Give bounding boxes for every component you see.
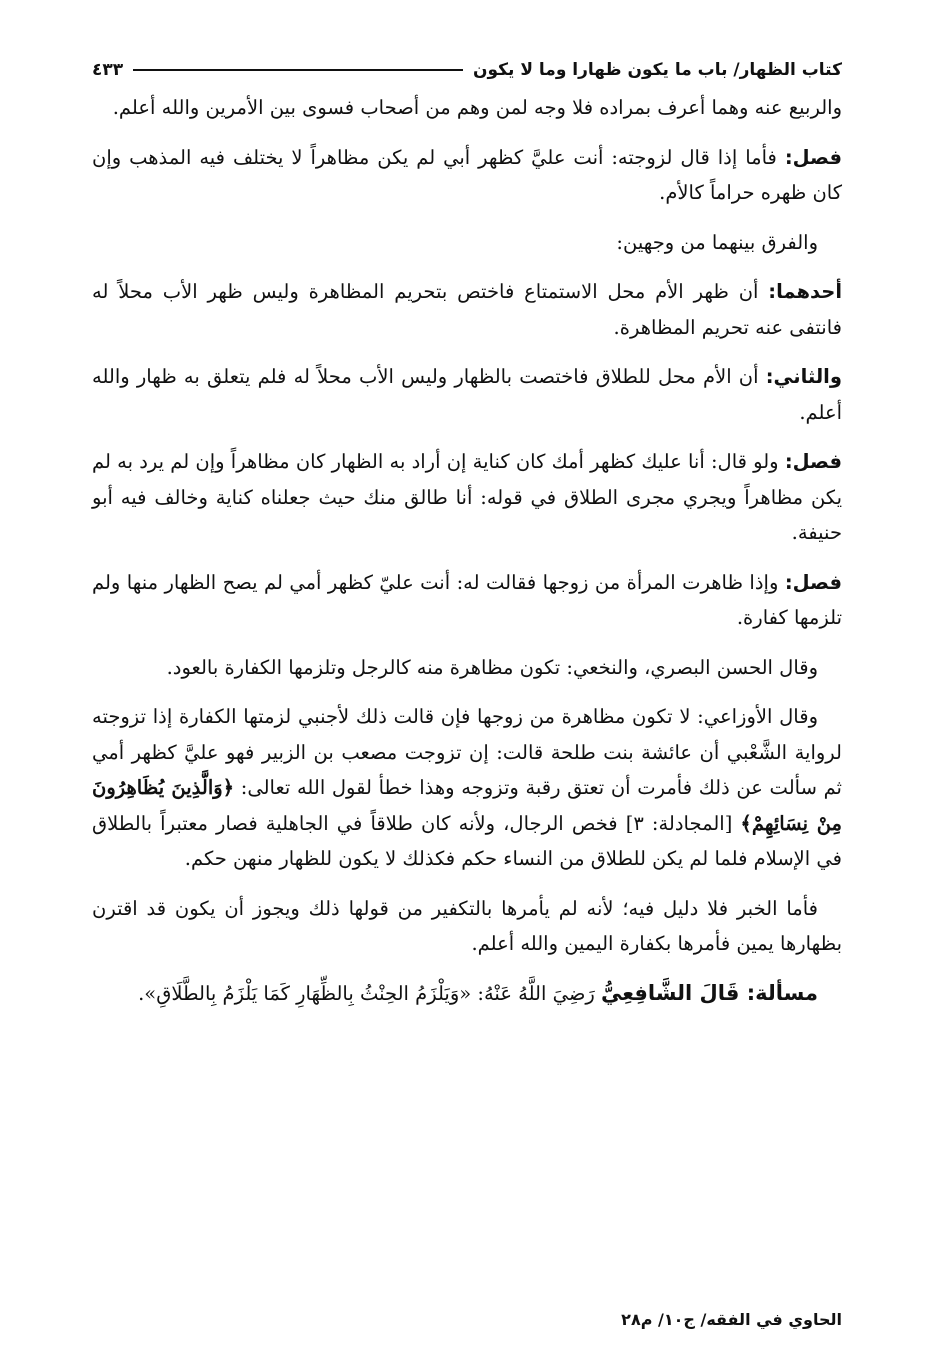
paragraph-6: [92, 444, 842, 551]
paragraph-text: فأما الخبر فلا دليل فيه؛ لأنه لم يأمرها بالتكفير من قولها ذلك ويجوز أن يكون قد اقترن بظهارها يمين فأمرها بكفارة اليمين والله أعلم.: [92, 896, 842, 955]
header-rule: [133, 69, 463, 71]
paragraph-text: ولو قال: أنا عليك كظهر أمك كان كناية إن أراد به الظهار كان مظاهراً وإن لم يرد به لم يكن مظاهراً ويجري مجرى الطلاق في قوله: أنا طالق منك حيث جعلناه كناية وخالف فيه أبو حنيفة.: [92, 450, 842, 544]
section-lead: فصل:: [784, 570, 842, 594]
header-title: كتاب الظهار/ باب ما يكون ظهارا وما لا يكون: [472, 60, 842, 80]
section-lead: فصل:: [784, 145, 842, 169]
point-lead: أحدهما:: [768, 280, 842, 303]
paragraph-text: وقال الأوزاعي: لا تكون مظاهرة من زوجها فإن قالت ذلك لأجنبي لزمتها الكفارة إذا تزوجته لرواية الشَّعْبي أن عائشة بنت طلحة قالت: إن تزوجت مصعب بن الزبير فهو عليَّ كظهر أمي ثم سألت عن ذلك فأمرت أن تعتق رقبة وتزوجه وهذا خطأ لقول الله تعالى:: [92, 705, 842, 799]
paragraph-4: [92, 274, 842, 345]
section-lead: فصل:: [784, 450, 842, 473]
quran-verse: ﴿وَالَّذِينَ يُظَاهِرُونَ مِنْ نِسَائِهِمْ﴾: [92, 776, 842, 835]
paragraph-10: [92, 891, 842, 962]
paragraph-text: وقال الحسن البصري، والنخعي: تكون مظاهرة منه كالرجل وتلزمها الكفارة بالعود.: [166, 655, 818, 679]
running-header: [92, 50, 842, 90]
paragraph-9: [92, 699, 842, 877]
paragraph-text: والربيع عنه وهما أعرف بمراده فلا وجه لمن وهم من أصحاب فسوى بين الأمرين والله أعلم.: [112, 96, 842, 119]
masala-lead: مسألة: قَالَ الشَّافِعِيُّ: [601, 980, 818, 1005]
paragraph-7: [92, 565, 842, 636]
paragraph-text: أن ظهر الأم محل الاستمتاع فاختص بتحريم المظاهرة وليس ظهر الأب محلاً له فانتفى عنه تحريم المظاهرة.: [92, 280, 842, 339]
page-number: ٤٣٣: [92, 60, 124, 80]
paragraph-text: رَضِيَ اللَّهُ عَنْهُ: «وَيَلْزَمُ الحِنْثُ بِالظِّهَارِ كَمَا يَلْزَمُ بِالطَّلَاقِ».: [138, 981, 602, 1005]
book-page: [92, 50, 842, 1340]
paragraph-8: [92, 650, 842, 686]
paragraph-text: [المجادلة: ٣] فخص الرجال، ولأنه كان طلاقاً في الجاهلية فصار معتبراً بالطلاق في الإسلام فلما لم يكن للطلاق من النساء حكم فكذلك لا يكون للظهار منهن حكم.: [92, 811, 842, 870]
page-body: [92, 90, 842, 1011]
paragraph-text: أن الأم محل للطلاق فاختصت بالظهار وليس الأب محلاً له فلم يتعلق به ظهار والله أعلم.: [92, 365, 842, 424]
paragraph-1: [92, 90, 842, 126]
paragraph-text: والفرق بينهما من وجهين:: [616, 230, 818, 254]
paragraph-3: [92, 225, 842, 261]
paragraph-text: فأما إذا قال لزوجته: أنت عليَّ كظهر أبي لم يكن مظاهراً لا يختلف فيه المذهب وإن كان ظهره حراماً كالأم.: [92, 145, 842, 204]
page-footer: [92, 1310, 842, 1340]
footer-signature: الحاوي في الفقه/ ج١٠/ م٢٨: [621, 1310, 842, 1329]
paragraph-text: وإذا ظاهرت المرأة من زوجها فقالت له: أنت عليّ كظهر أمي لم يصح الظهار منها ولم تلزمها كفارة.: [92, 570, 842, 629]
point-lead: والثاني:: [765, 365, 842, 388]
paragraph-2: [92, 140, 842, 211]
paragraph-5: [92, 359, 842, 430]
paragraph-11: [92, 976, 842, 1012]
